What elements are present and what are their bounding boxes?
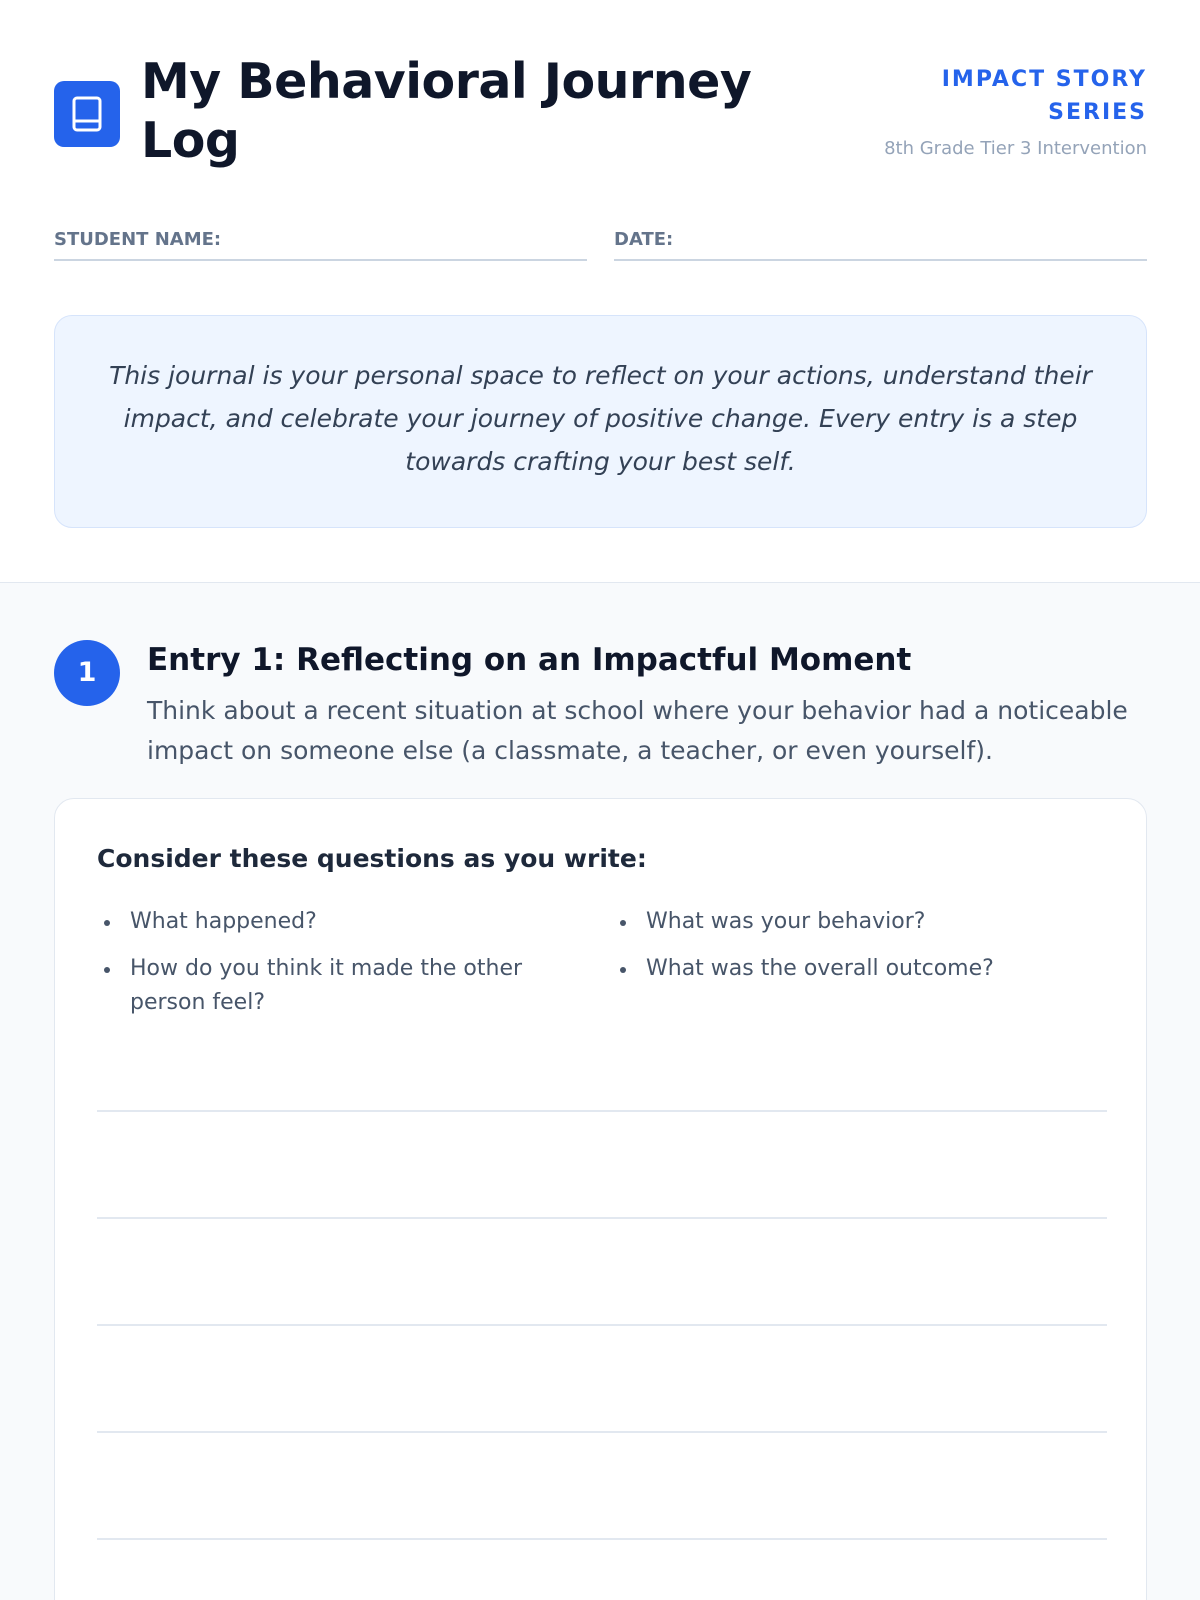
series-label: IMPACT STORY SERIES (941, 67, 1147, 125)
prompt-item (97, 952, 557, 1020)
prompt-text: What was your behavior? (646, 909, 926, 934)
writing-line[interactable] (97, 1324, 1107, 1326)
prompt-text: What was the overall outcome? (646, 956, 994, 981)
intro-callout (54, 315, 1147, 528)
bullet-icon (104, 967, 110, 973)
prompts-heading: Consider these questions as you write: (97, 844, 647, 873)
writing-line[interactable] (97, 1431, 1107, 1433)
writing-line[interactable] (97, 1110, 1107, 1112)
bullet-icon (620, 967, 626, 973)
entry-title: Entry 1: Reflecting on an Impactful Moment (147, 642, 912, 678)
bullet-icon (620, 920, 626, 926)
prompt-text: How do you think it made the other person feel? (130, 956, 523, 1015)
date-field[interactable] (614, 225, 1147, 261)
entry-description: Think about a recent situation at school where your behavior had a noticeable impact on someone else (a classmate, a teacher, or even yourself). (147, 696, 1128, 765)
series-subtitle: 8th Grade Tier 3 Intervention (884, 138, 1147, 159)
writing-line[interactable] (97, 1217, 1107, 1219)
journal-header-section (0, 0, 1200, 583)
writing-line[interactable] (97, 1538, 1107, 1540)
student-name-label: STUDENT NAME: (54, 229, 222, 250)
bullet-icon (104, 920, 110, 926)
page-title: My Behavioral Journey Log (141, 53, 752, 169)
prompt-item (613, 905, 1093, 939)
entry-writing-card (54, 798, 1147, 1600)
student-name-field[interactable] (54, 225, 587, 261)
prompt-item (97, 905, 557, 939)
book-icon (54, 81, 120, 147)
date-label: DATE: (614, 229, 674, 250)
prompt-text: What happened? (130, 909, 317, 934)
prompt-item (613, 952, 1093, 986)
intro-text: This journal is your personal space to reflect on your actions, understand their impact, and celebrate your journey of positive change. Every entry is a step towards crafting your best self. (109, 361, 1092, 476)
entry-number-badge: 1 (54, 640, 120, 706)
